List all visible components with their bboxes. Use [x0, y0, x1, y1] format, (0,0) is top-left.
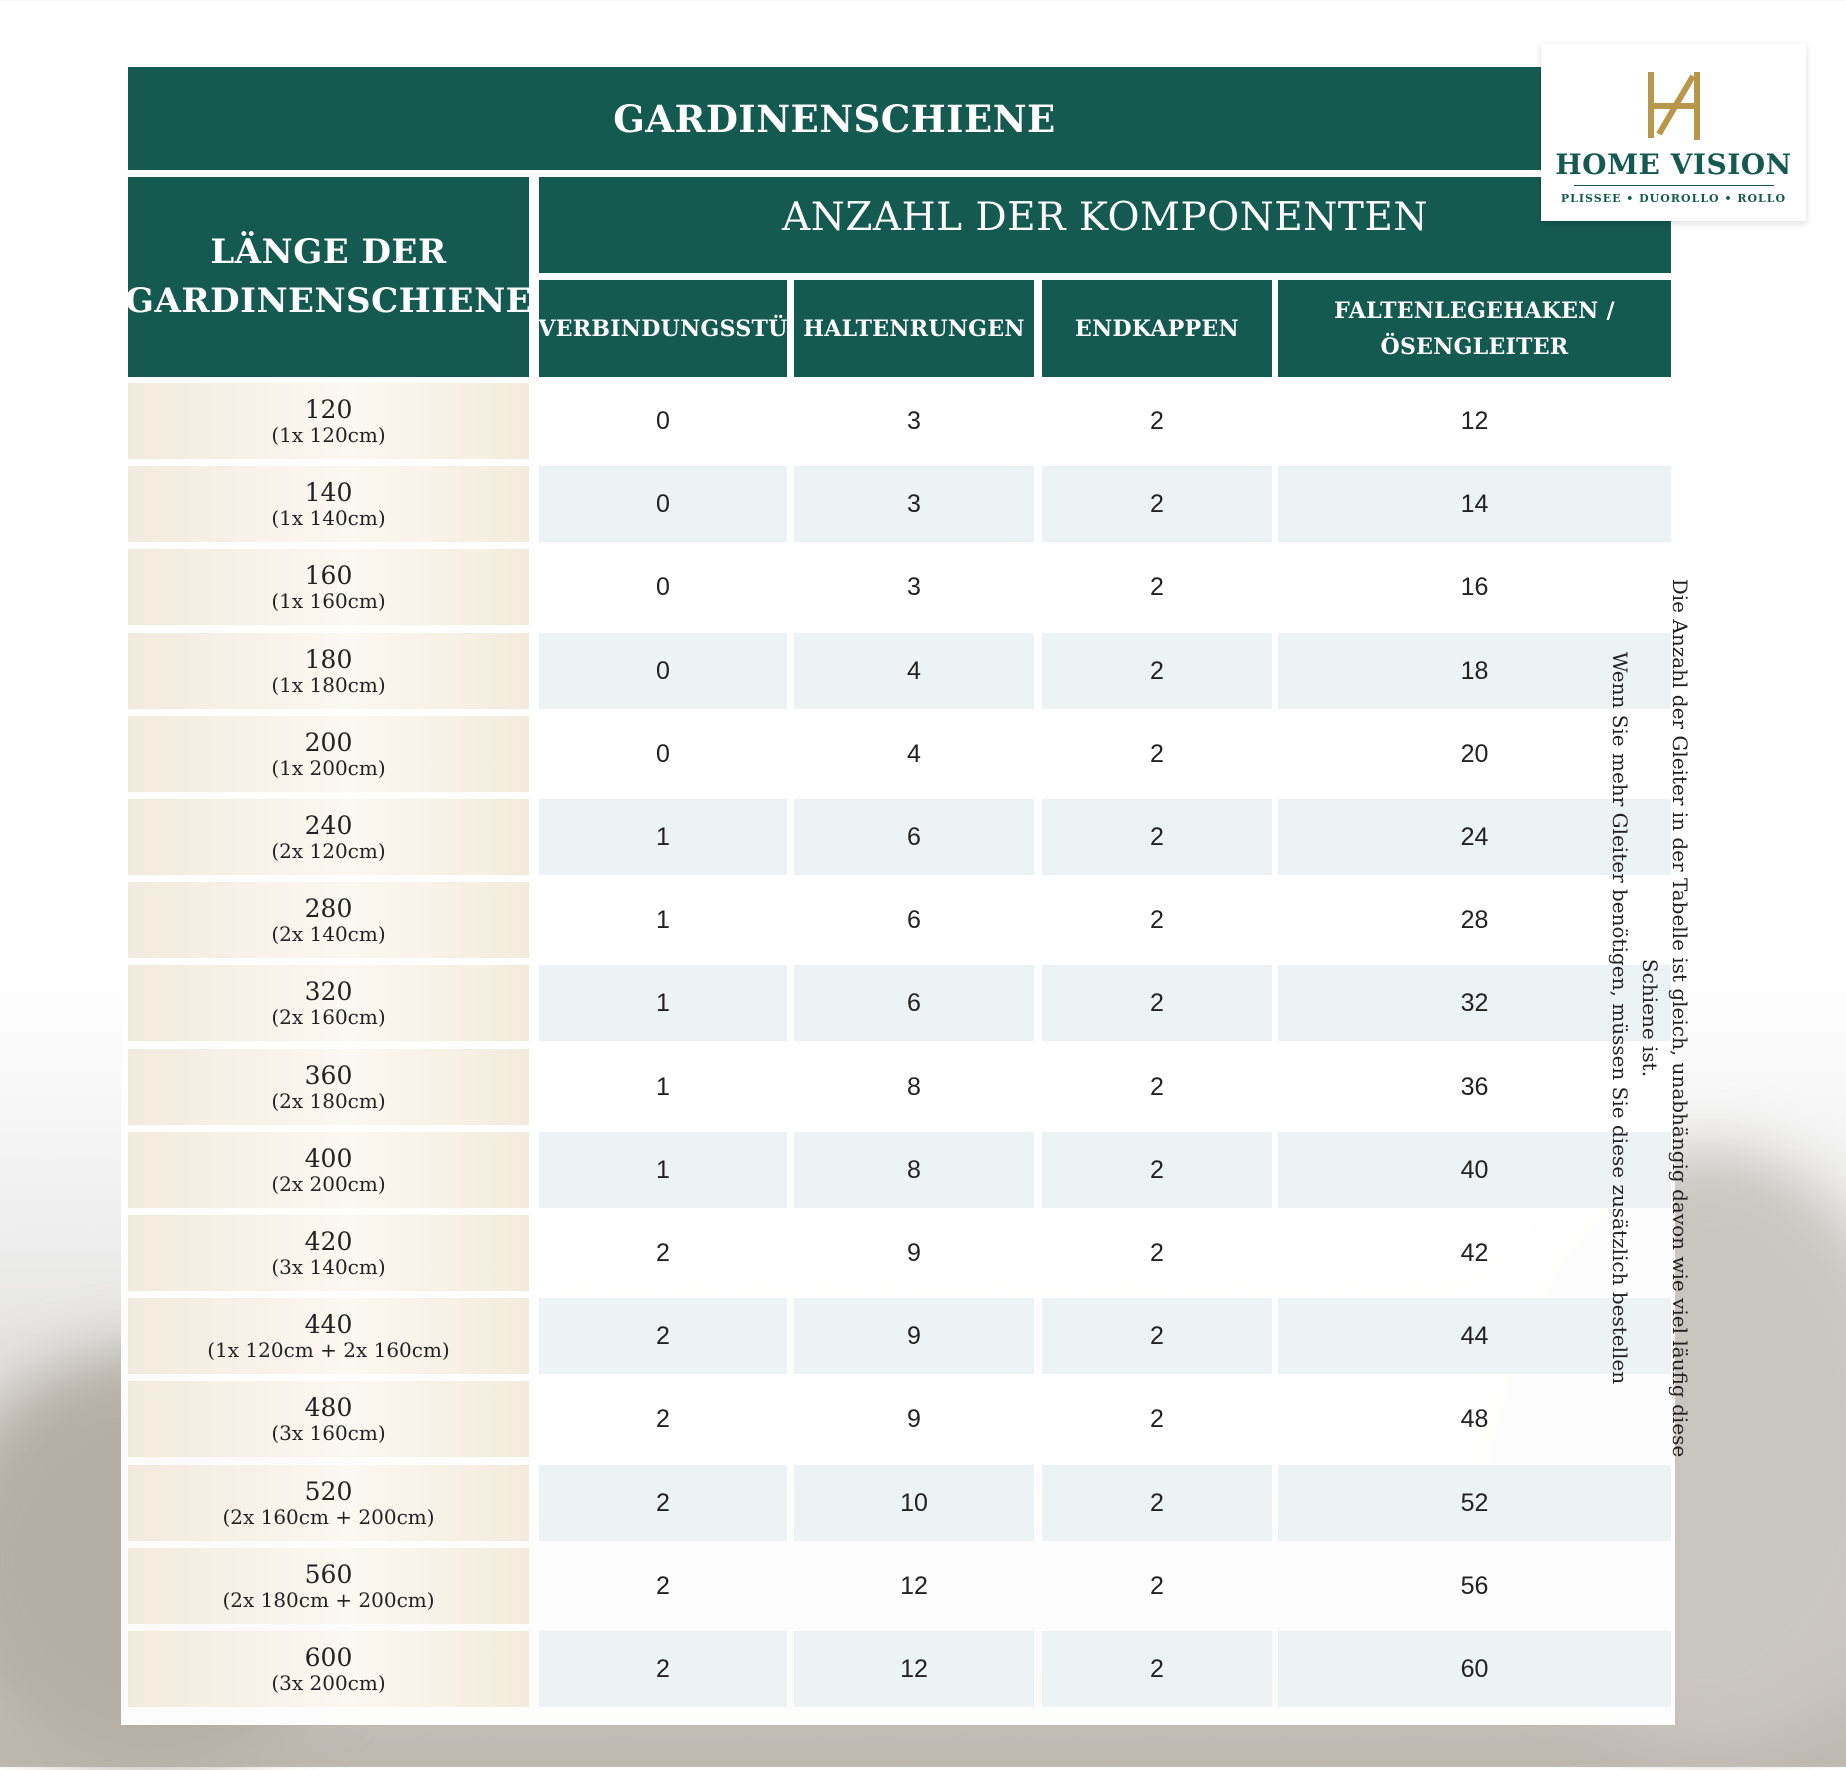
row-length-detail: (1x 140cm) — [271, 506, 386, 530]
length-header — [124, 177, 533, 377]
row-length-detail: (2x 140cm) — [271, 922, 386, 946]
table-cell: 2 — [1150, 739, 1164, 768]
table-cell: 0 — [539, 466, 787, 542]
table-cell: 18 — [1278, 633, 1671, 709]
table-cell: 12 — [1460, 406, 1489, 435]
table-cell: 2 — [1042, 466, 1272, 542]
column-header — [1042, 280, 1272, 377]
logo-divider — [1574, 185, 1774, 186]
row-length-label — [128, 1631, 529, 1707]
table-cell: 1 — [656, 1072, 670, 1101]
row-length-detail: (2x 180cm) — [271, 1089, 386, 1113]
row-length-detail: (2x 160cm) — [271, 1005, 386, 1029]
table-cell: 1 — [539, 799, 787, 875]
table-cell: 3 — [794, 466, 1034, 542]
table-cell: 2 — [656, 1404, 670, 1433]
table-cell: 2 — [1042, 1132, 1272, 1208]
column-header-label: ENDKAPPEN — [1075, 315, 1239, 342]
table-cell: 2 — [1042, 633, 1272, 709]
column-header-label: FALTENLEGEHAKEN / — [1334, 297, 1615, 324]
side-note-line: Die Anzahl der Gleiter in der Tabelle ist gleich, unabhängig davon wie viel läufig diese Schiene ist. — [1638, 578, 1692, 1458]
row-length-detail: (1x 200cm) — [271, 756, 386, 780]
table-cell: 52 — [1278, 1465, 1671, 1541]
row-length-label — [128, 965, 529, 1041]
table-cell: 9 — [907, 1404, 921, 1433]
side-note-line: Wenn Sie mehr Gleiter benötigen, müssen Sie diese zusätzlich bestellen — [1608, 651, 1632, 1385]
row-length-detail: (2x 180cm + 200cm) — [222, 1588, 435, 1612]
table-cell: 0 — [656, 572, 670, 601]
table-cell: 12 — [794, 1631, 1034, 1707]
table-cell: 6 — [794, 965, 1034, 1041]
table-cell: 0 — [539, 633, 787, 709]
row-length-value: 120 — [304, 395, 353, 424]
table-cell: 42 — [1460, 1238, 1489, 1267]
table-cell: 2 — [1150, 1072, 1164, 1101]
row-length-detail: (2x 200cm) — [271, 1172, 386, 1196]
row-length-detail: (1x 120cm + 2x 160cm) — [207, 1338, 450, 1362]
table-cell: 2 — [1150, 1238, 1164, 1267]
row-length-value: 400 — [304, 1144, 353, 1173]
column-header — [1278, 280, 1671, 377]
component-table — [121, 60, 1675, 1725]
table-cell: 0 — [656, 406, 670, 435]
table-cell: 2 — [1042, 1631, 1272, 1707]
table-cell: 2 — [1042, 799, 1272, 875]
row-length-value: 520 — [304, 1477, 353, 1506]
row-length-value: 240 — [304, 811, 353, 840]
row-length-label — [128, 549, 529, 625]
table-cell: 2 — [539, 1298, 787, 1374]
table-cell: 40 — [1278, 1132, 1671, 1208]
column-header-label: HALTENRUNGEN — [803, 315, 1025, 342]
row-length-value: 600 — [304, 1643, 353, 1672]
table-cell: 2 — [1150, 572, 1164, 601]
row-length-detail: (1x 120cm) — [271, 423, 386, 447]
row-length-label — [128, 1465, 529, 1541]
row-length-value: 560 — [304, 1560, 353, 1589]
row-length-label — [128, 1298, 529, 1374]
side-note — [1605, 568, 1695, 1468]
row-length-value: 360 — [304, 1061, 353, 1090]
row-length-label — [128, 1381, 529, 1457]
table-cell: 9 — [907, 1238, 921, 1267]
table-cell: 2 — [539, 1465, 787, 1541]
table-cell: 2 — [1150, 406, 1164, 435]
table-cell: 36 — [1460, 1072, 1489, 1101]
table-cell: 12 — [900, 1571, 928, 1600]
table-cell: 6 — [907, 905, 921, 934]
column-header — [539, 280, 787, 377]
table-cell: 44 — [1278, 1298, 1671, 1374]
table-cell: 0 — [656, 739, 670, 768]
table-cell: 2 — [1150, 905, 1164, 934]
row-length-value: 160 — [304, 561, 353, 590]
row-length-label — [128, 1548, 529, 1624]
row-length-detail: (3x 140cm) — [271, 1255, 386, 1279]
table-cell: 20 — [1460, 739, 1489, 768]
row-length-label — [128, 882, 529, 958]
table-cell: 2 — [656, 1238, 670, 1267]
row-length-label — [128, 1132, 529, 1208]
row-length-detail: (3x 200cm) — [271, 1671, 386, 1695]
length-header-line: LÄNGE DER — [210, 232, 447, 272]
row-length-value: 440 — [304, 1310, 353, 1339]
logo-name: HOME VISION — [1555, 148, 1792, 181]
row-length-detail: (1x 180cm) — [271, 673, 386, 697]
row-length-detail: (2x 160cm + 200cm) — [222, 1505, 435, 1529]
table-cell: 2 — [1042, 965, 1272, 1041]
table-cell: 2 — [539, 1631, 787, 1707]
page-title: GARDINENSCHIENE — [128, 67, 1541, 170]
table-cell: 14 — [1278, 466, 1671, 542]
row-length-label — [128, 1049, 529, 1125]
column-header-label: VERBINDUNGSSTÜ — [538, 315, 788, 342]
table-cell: 2 — [656, 1571, 670, 1600]
column-header-label: ÖSENGLEITER — [1380, 333, 1569, 360]
row-length-value: 200 — [304, 728, 353, 757]
row-length-value: 180 — [304, 645, 353, 674]
table-cell: 4 — [794, 633, 1034, 709]
table-cell: 16 — [1460, 572, 1489, 601]
logo-tagline: PLISSEE • DUOROLLO • ROLLO — [1560, 192, 1787, 205]
table-cell: 1 — [656, 905, 670, 934]
row-length-detail: (1x 160cm) — [271, 589, 386, 613]
table-cell: 2 — [1150, 1404, 1164, 1433]
table-cell: 6 — [794, 799, 1034, 875]
table-cell: 1 — [539, 1132, 787, 1208]
row-length-label — [128, 466, 529, 542]
table-cell: 24 — [1278, 799, 1671, 875]
length-header-line: GARDINENSCHIENE — [124, 281, 533, 321]
table-cell: 3 — [907, 572, 921, 601]
table-cell: 48 — [1460, 1404, 1489, 1433]
row-length-value: 320 — [304, 977, 353, 1006]
table-cell: 2 — [1150, 1571, 1164, 1600]
table-cell: 8 — [907, 1072, 921, 1101]
table-cell: 32 — [1278, 965, 1671, 1041]
row-length-value: 420 — [304, 1227, 353, 1256]
table-cell: 28 — [1460, 905, 1489, 934]
row-length-label — [128, 633, 529, 709]
h-monogram-icon — [1641, 68, 1707, 144]
table-cell: 4 — [907, 739, 921, 768]
table-cell: 60 — [1278, 1631, 1671, 1707]
table-cell: 2 — [1042, 1465, 1272, 1541]
row-length-label — [128, 799, 529, 875]
row-length-value: 280 — [304, 894, 353, 923]
table-cell: 56 — [1460, 1571, 1489, 1600]
row-length-value: 480 — [304, 1393, 353, 1422]
row-length-detail: (3x 160cm) — [271, 1421, 386, 1445]
table-cell: 10 — [794, 1465, 1034, 1541]
row-length-detail: (2x 120cm) — [271, 839, 386, 863]
table-cell: 9 — [794, 1298, 1034, 1374]
table-cell: 1 — [539, 965, 787, 1041]
row-length-label — [128, 383, 529, 459]
row-length-label — [128, 716, 529, 792]
row-length-label — [128, 1215, 529, 1291]
column-header — [794, 280, 1034, 377]
table-cell: 2 — [1042, 1298, 1272, 1374]
brand-logo — [1541, 44, 1806, 221]
table-cell: 8 — [794, 1132, 1034, 1208]
components-header: ANZAHL DER KOMPONENTEN — [539, 177, 1671, 273]
row-length-value: 140 — [304, 478, 353, 507]
table-cell: 3 — [907, 406, 921, 435]
